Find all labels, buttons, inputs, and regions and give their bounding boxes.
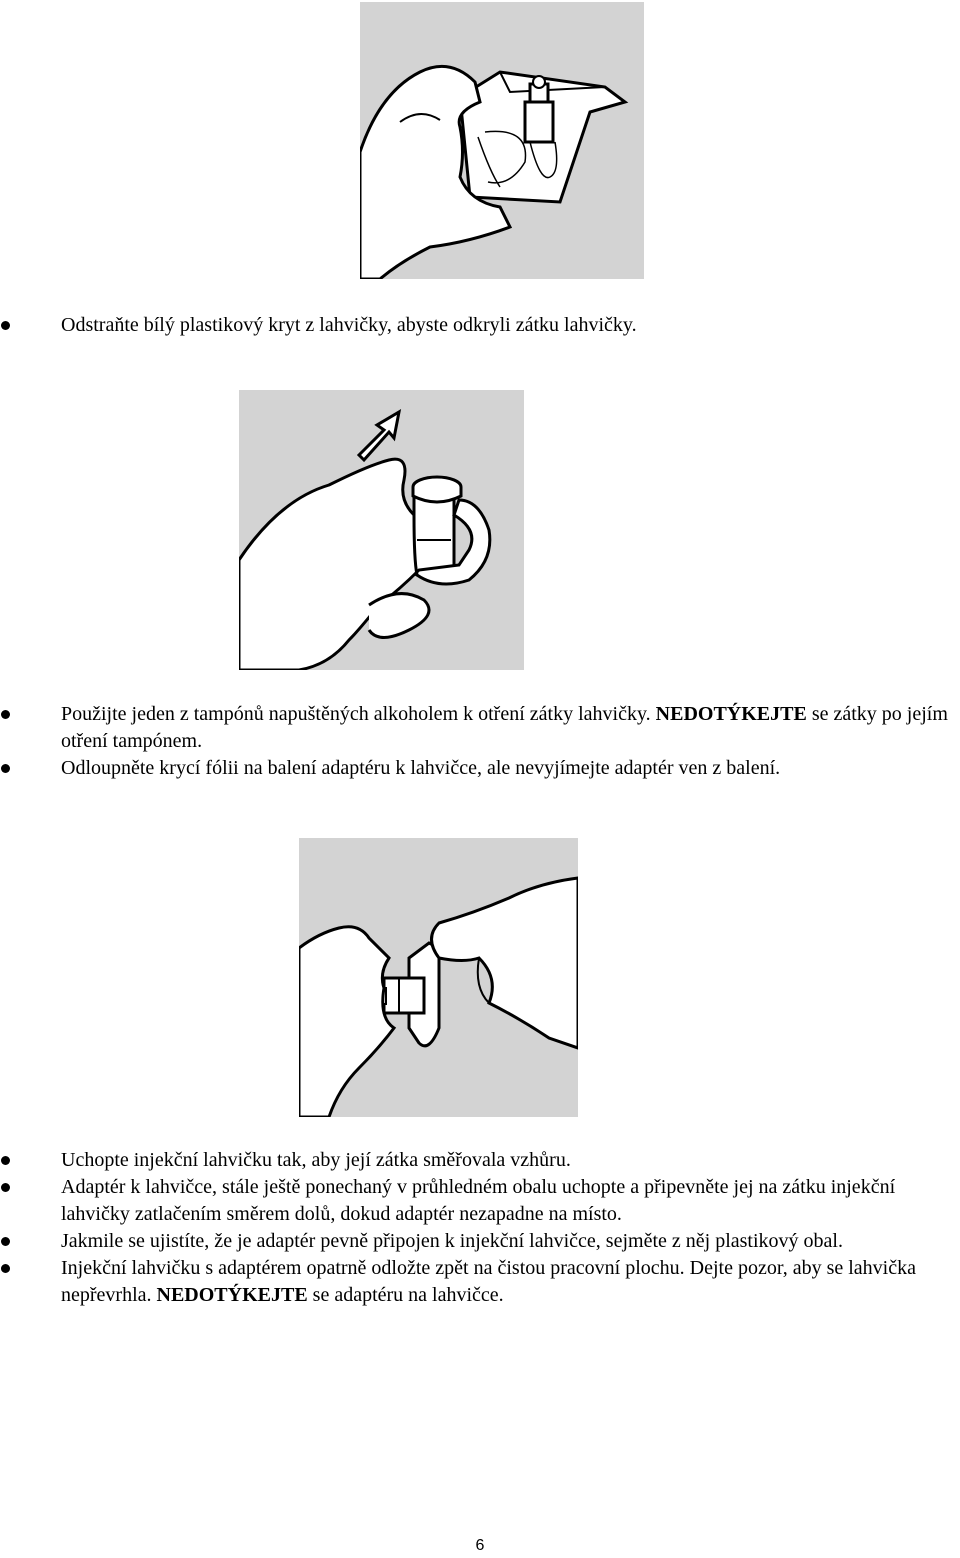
bullet-icon (1, 1183, 10, 1192)
instruction-list-1 (0, 312, 960, 339)
list-item (0, 1255, 960, 1309)
package-in-hand-illustration (360, 2, 644, 279)
warning-text: NEDOTÝKEJTE (655, 703, 807, 725)
figure-package-in-hand (360, 2, 644, 279)
step-text: Odstraňte bílý plastikový kryt z lahvičky, abyste odkryli zátku lahvičky. (61, 314, 637, 336)
step-text: Adaptér k lahvičce, stále ještě ponechaný v průhledném obalu uchopte a připevněte jej na zátku injekční lahvičky zatlačením směrem dolů, dokud adaptér nezapadne na místo. (61, 1176, 896, 1225)
bullet-icon (1, 1237, 10, 1246)
peel-adapter-foil-illustration (299, 838, 578, 1117)
bullet-icon (1, 1264, 10, 1273)
step-text-continued: se adaptéru na lahvičce. (307, 1284, 504, 1306)
bullet-icon (1, 764, 10, 773)
step-text: Injekční lahvičku s adaptérem opatrně odložte zpět na čistou pracovní plochu. Dejte pozor, aby se lahvička nepřevrhla. (61, 1257, 916, 1306)
figure-peel-adapter-foil (299, 838, 578, 1117)
page-number: 6 (475, 1537, 485, 1554)
instruction-list-3 (0, 1147, 960, 1309)
list-item (0, 701, 960, 755)
remove-vial-cap-illustration (239, 390, 524, 670)
step-text: Jakmile se ujistíte, že je adaptér pevně připojen k injekční lahvičce, sejměte z něj plastikový obal. (61, 1230, 843, 1252)
list-item (0, 1228, 960, 1255)
figure-remove-vial-cap (239, 390, 524, 670)
bullet-icon (1, 710, 10, 719)
step-text: Uchopte injekční lahvičku tak, aby její zátka směřovala vzhůru. (61, 1149, 571, 1171)
list-item (0, 1174, 960, 1228)
instruction-list-2 (0, 701, 960, 782)
step-text: Odloupněte krycí fólii na balení adaptéru k lahvičce, ale nevyjímejte adaptér ven z balení. (61, 757, 781, 779)
step-text: Použijte jeden z tampónů napuštěných alkoholem k otření zátky lahvičky. (61, 703, 656, 725)
warning-text: NEDOTÝKEJTE (156, 1284, 308, 1306)
bullet-icon (1, 321, 10, 330)
list-item (0, 312, 960, 339)
step-text-continued: se zátky po jejím otření tampónem. (61, 703, 948, 752)
bullet-icon (1, 1156, 10, 1165)
list-item (0, 1147, 960, 1174)
list-item (0, 755, 960, 782)
